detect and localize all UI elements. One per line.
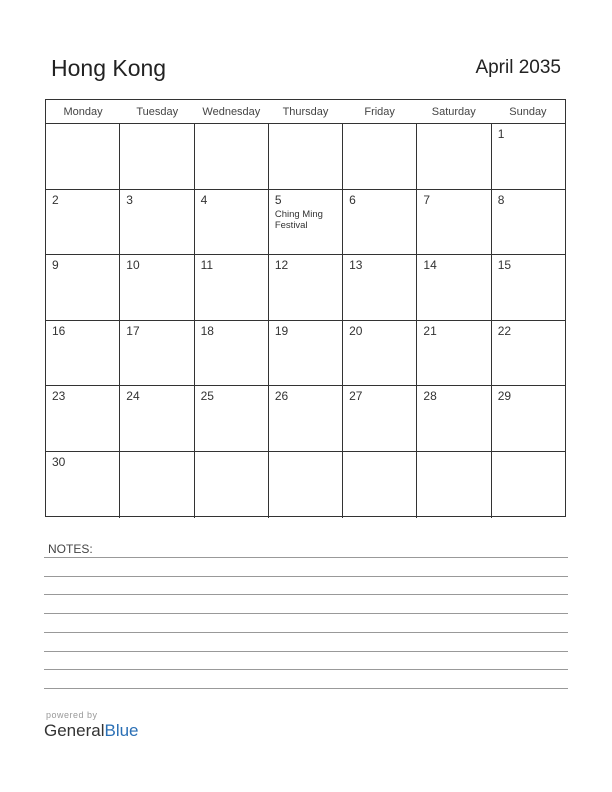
day-cell: [492, 386, 565, 451]
day-number: 20: [349, 323, 363, 338]
day-cell: [120, 190, 194, 255]
weekday-thursday: Thursday: [282, 106, 329, 118]
day-number: 7: [423, 192, 431, 207]
day-cell: [417, 452, 491, 518]
day-number: 6: [349, 192, 356, 207]
day-cell: [343, 386, 417, 451]
region-title: Hong Kong: [51, 55, 167, 81]
day-number: 26: [274, 389, 289, 404]
note-line: [44, 632, 568, 633]
day-number: 28: [423, 389, 437, 404]
weeks-container: [46, 124, 565, 518]
day-cell: [343, 321, 417, 386]
day-number: 22: [497, 323, 512, 338]
brand-general-text: General: [44, 721, 105, 740]
holiday-label: Ching Ming Festival: [274, 208, 323, 231]
weekday-tuesday: Tuesday: [136, 106, 179, 118]
day-cell: [343, 190, 417, 255]
day-cell: [492, 190, 565, 255]
weekday-friday: Friday: [364, 106, 395, 118]
day-cell: [46, 452, 120, 518]
day-cell: [46, 190, 120, 255]
day-cell: [343, 124, 417, 189]
day-cell: [492, 321, 565, 386]
day-cell: [417, 255, 491, 320]
note-line: [44, 576, 568, 577]
day-number: 30: [52, 454, 66, 469]
day-cell: [195, 255, 269, 320]
week-row: [46, 386, 565, 452]
week-row: [46, 452, 565, 518]
day-cell: [269, 255, 343, 320]
day-cell: [269, 321, 343, 386]
day-cell: [120, 452, 194, 518]
day-number: 27: [349, 389, 363, 404]
day-number: 18: [200, 323, 214, 338]
day-number: 3: [126, 192, 133, 207]
day-cell: [269, 190, 343, 255]
day-cell: [343, 452, 417, 518]
day-cell: [492, 452, 565, 518]
day-number: 2: [52, 192, 59, 207]
day-number: 21: [423, 323, 437, 338]
weekday-header-row: [46, 100, 565, 124]
day-number: 15: [497, 258, 512, 273]
day-number: 5: [274, 192, 282, 207]
day-cell: [120, 386, 194, 451]
day-cell: [417, 124, 491, 189]
day-cell: [492, 255, 565, 320]
week-row: [46, 190, 565, 256]
weekday-wednesday: Wednesday: [202, 106, 261, 118]
calendar-grid: [45, 99, 566, 517]
day-cell: [195, 190, 269, 255]
note-line: [44, 557, 568, 558]
week-row: [46, 124, 565, 190]
note-line: [44, 688, 568, 689]
month-title: April 2035: [475, 57, 561, 78]
note-line: [44, 669, 568, 670]
day-number: 9: [52, 258, 59, 273]
note-line: [44, 594, 568, 595]
powered-by-text: powered by: [46, 710, 98, 720]
day-number: 11: [200, 258, 214, 273]
day-number: 16: [52, 323, 66, 338]
day-number: 10: [126, 258, 140, 273]
day-cell: [120, 255, 194, 320]
day-cell: [492, 124, 565, 189]
day-number: 25: [200, 389, 214, 404]
day-number: 13: [349, 258, 363, 273]
day-number: 19: [274, 323, 289, 338]
day-cell: [343, 255, 417, 320]
day-cell: [46, 124, 120, 189]
brand-blue-text: Blue: [104, 721, 139, 740]
day-cell: [417, 321, 491, 386]
day-number: 1: [497, 127, 505, 141]
day-cell: [120, 321, 194, 386]
generalblue-logo[interactable]: [44, 721, 139, 741]
day-cell: [195, 452, 269, 518]
weekday-saturday: Saturday: [431, 106, 476, 118]
day-number: 23: [52, 389, 66, 404]
note-line: [44, 613, 568, 614]
day-cell: [195, 124, 269, 189]
weekday-sunday: Sunday: [509, 106, 547, 118]
notes-label: NOTES:: [48, 542, 93, 556]
week-row: [46, 255, 565, 321]
day-cell: [46, 255, 120, 320]
day-number: 4: [200, 192, 208, 207]
day-cell: [269, 386, 343, 451]
day-cell: [46, 386, 120, 451]
day-number: 17: [126, 323, 140, 338]
day-number: 8: [497, 192, 505, 207]
day-cell: [195, 386, 269, 451]
day-cell: [269, 452, 343, 518]
week-row: [46, 321, 565, 387]
day-cell: [417, 386, 491, 451]
day-number: 14: [423, 258, 437, 273]
day-cell: [195, 321, 269, 386]
day-number: 29: [497, 389, 512, 404]
day-cell: [46, 321, 120, 386]
day-cell: [269, 124, 343, 189]
weekday-monday: Monday: [63, 106, 103, 118]
day-number: 24: [126, 389, 140, 404]
note-line: [44, 651, 568, 652]
day-cell: [417, 190, 491, 255]
day-cell: [120, 124, 194, 189]
day-number: 12: [274, 258, 289, 273]
